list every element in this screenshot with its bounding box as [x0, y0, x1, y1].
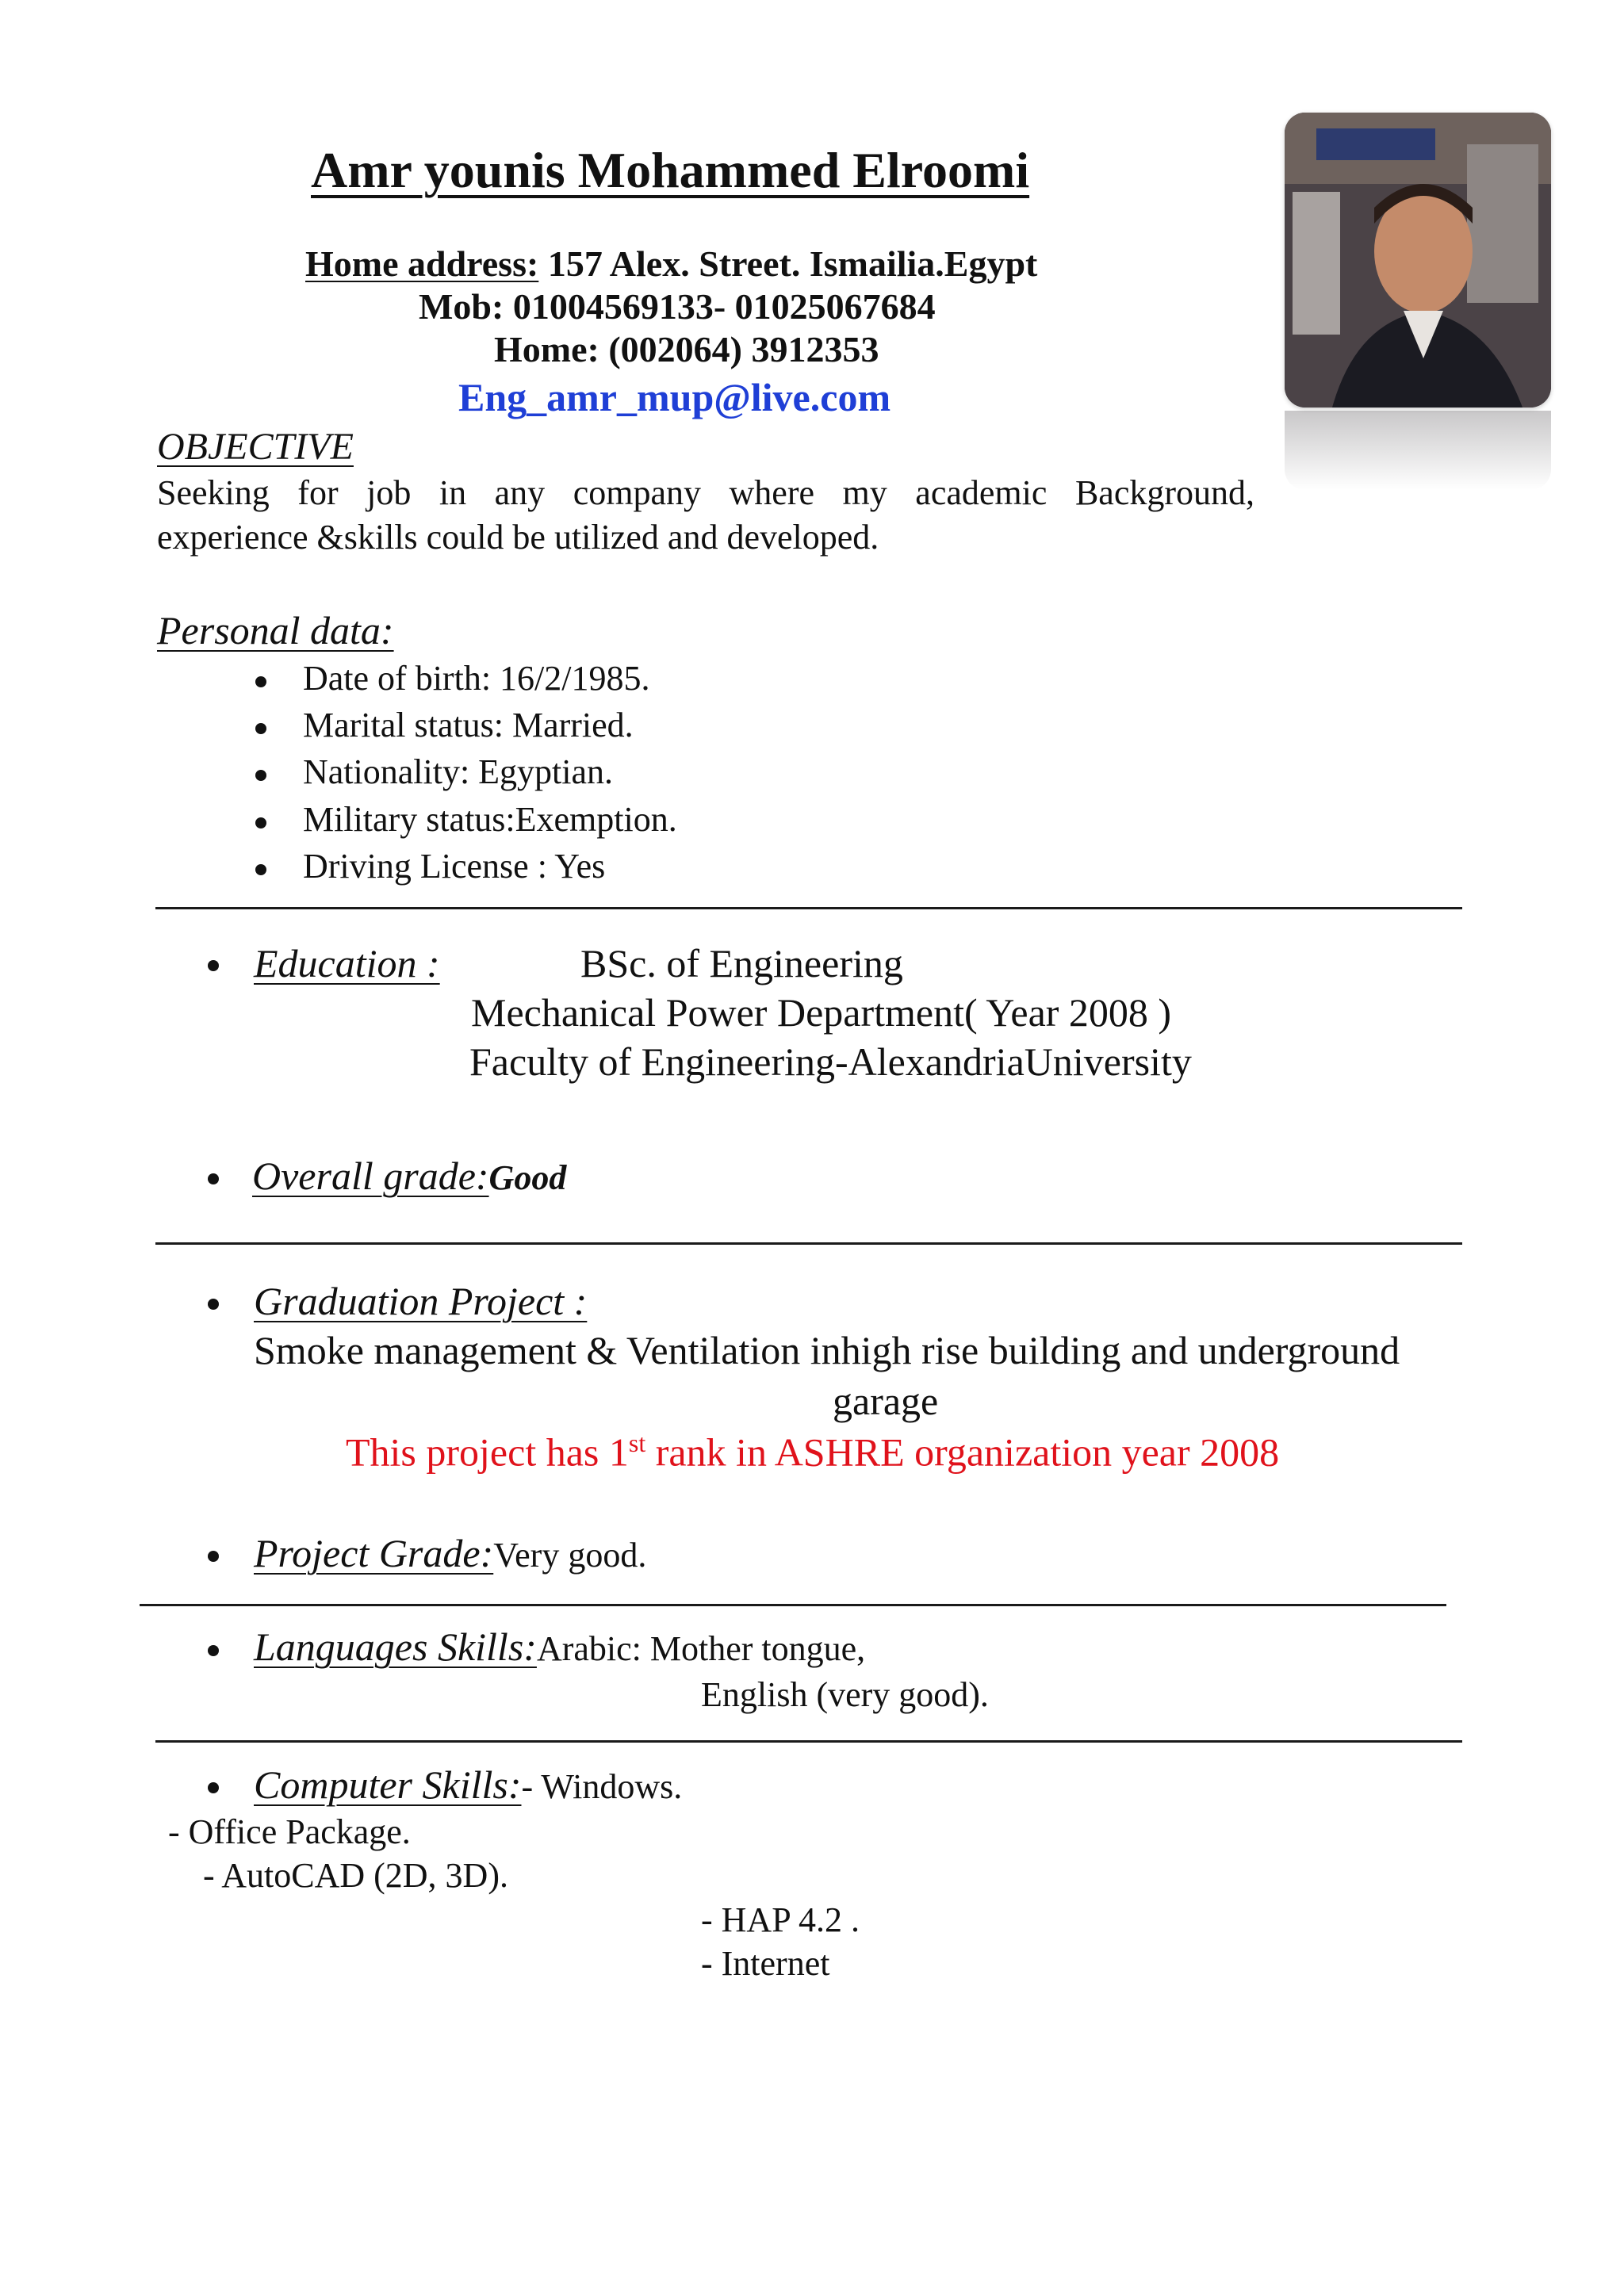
- bullet-icon: [255, 723, 266, 734]
- bullet-icon: [255, 864, 266, 875]
- email-link[interactable]: Eng_amr_mup@live.com: [458, 375, 891, 419]
- section-divider: [155, 1740, 1462, 1743]
- personal-item-driving: Driving License : Yes: [303, 847, 606, 886]
- personal-data-title: Personal data:: [157, 608, 394, 652]
- section-divider: [155, 907, 1462, 909]
- project-rank-post: rank in ASHRE organization year 2008: [645, 1429, 1280, 1475]
- education-label: Education :: [254, 941, 440, 985]
- objective-title: OBJECTIVE: [157, 426, 354, 468]
- objective-line-2: experience &skills could be utilized and developed.: [157, 518, 879, 557]
- bullet-icon: [255, 817, 266, 828]
- personal-item-dob: Date of birth: 16/2/1985.: [303, 659, 650, 698]
- project-rank-pre: This project has 1: [346, 1429, 629, 1475]
- candidate-name: Amr younis Mohammed Elroomi: [311, 142, 1030, 198]
- section-divider: [155, 1242, 1462, 1245]
- education-department: Mechanical Power Department( Year 2008 ): [471, 990, 1172, 1035]
- overall-grade-value: Good: [488, 1158, 567, 1197]
- graduation-project-title-line-2: garage: [833, 1379, 939, 1423]
- bullet-icon: [255, 770, 266, 781]
- profile-photo-reflection: [1285, 411, 1551, 490]
- project-grade-label: Project Grade:: [254, 1531, 494, 1575]
- overall-grade-line: [252, 1153, 566, 1199]
- overall-grade-label: Overall grade:: [252, 1154, 489, 1198]
- personal-item-military: Military status:Exemption.: [303, 800, 677, 839]
- languages-english: English (very good).: [701, 1675, 989, 1714]
- address-label: Home address:: [305, 243, 539, 284]
- computer-skill-internet: - Internet: [701, 1944, 830, 1983]
- personal-item-nationality: Nationality: Egyptian.: [303, 752, 614, 791]
- languages-label: Languages Skills:: [254, 1624, 537, 1669]
- address-line: [305, 243, 1037, 285]
- project-rank-note: [346, 1429, 1279, 1475]
- project-grade-value: Very good.: [493, 1536, 647, 1575]
- bullet-icon: [208, 1299, 219, 1310]
- education-degree: BSc. of Engineering: [580, 941, 903, 985]
- project-grade-line: [254, 1530, 646, 1576]
- bullet-icon: [208, 1645, 219, 1656]
- bullet-icon: [208, 1173, 219, 1184]
- computer-skills-line: [254, 1762, 682, 1808]
- graduation-project-label: Graduation Project :: [254, 1279, 588, 1323]
- education-faculty: Faculty of Engineering-AlexandriaUniversity: [469, 1039, 1192, 1084]
- project-rank-sup: st: [628, 1429, 646, 1457]
- profile-photo: [1285, 113, 1551, 408]
- bullet-icon: [208, 1551, 219, 1562]
- bullet-icon: [208, 1782, 219, 1793]
- computer-skills-label: Computer Skills:: [254, 1762, 522, 1807]
- mobile-line: Mob: 01004569133- 01025067684: [419, 286, 936, 327]
- languages-line: [254, 1624, 865, 1670]
- computer-skill-windows: - Windows.: [521, 1767, 683, 1806]
- computer-skill-hap: - HAP 4.2 .: [701, 1900, 860, 1939]
- home-phone-line: Home: (002064) 3912353: [494, 329, 879, 369]
- address-value: 157 Alex. Street. Ismailia.Egypt: [538, 243, 1038, 284]
- graduation-project-title-line-1: Smoke management & Ventilation inhigh rise building and underground: [254, 1328, 1400, 1372]
- bullet-icon: [255, 676, 266, 687]
- personal-item-marital: Marital status: Married.: [303, 706, 634, 744]
- profile-photo-image: [1285, 113, 1551, 408]
- section-divider: [140, 1604, 1446, 1606]
- languages-arabic: Arabic: Mother tongue,: [536, 1629, 866, 1668]
- computer-skill-office: - Office Package.: [168, 1812, 411, 1851]
- bullet-icon: [208, 960, 219, 971]
- computer-skill-autocad: - AutoCAD (2D, 3D).: [203, 1856, 508, 1895]
- objective-line-1: Seeking for job in any company where my academic Background,: [157, 473, 1254, 512]
